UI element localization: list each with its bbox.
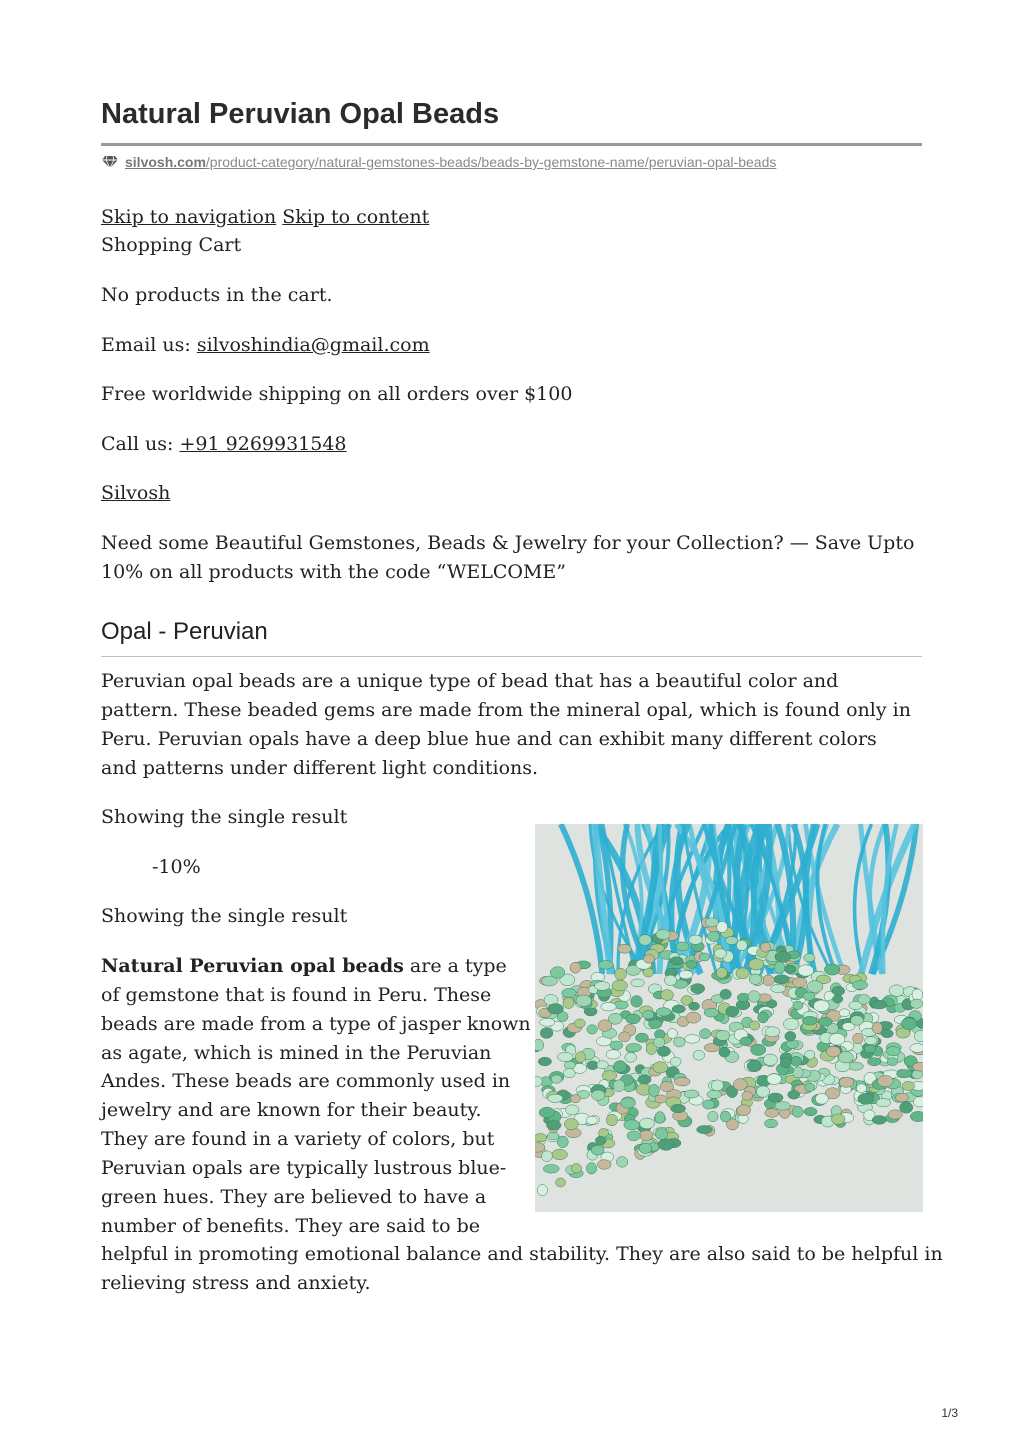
category-divider [101,656,922,657]
description-line-12: relieving stress and anxiety. [101,1272,371,1294]
result-count-secondary: Showing the single result [101,905,348,927]
result-count: Showing the single result [101,806,348,828]
description-line-6: jewelry and are known for their beauty. [101,1099,482,1121]
category-intro: Peruvian opal beads are a unique type of bead that has a beautiful color and pattern. These beaded gems are made from the mineral opal, which is found only in Peru. Peruvian opals have a deep blue hue and can exhibit many different colors and patterns under different light conditions. [101,670,911,779]
description-line-8: Peruvian opals are typically lustrous blue- [101,1157,507,1179]
email-label: Email us: [101,334,197,356]
description-line-9: green hues. They are believed to have a [101,1186,487,1208]
description-line-10: number of benefits. They are said to be [101,1215,481,1237]
description-line-11: helpful in promoting emotional balance and stability. They are also said to be helpful in [101,1243,943,1265]
title-divider [101,143,922,146]
product-image[interactable] [535,824,923,1212]
description-line-1: Natural Peruvian opal beads are a type [101,955,507,977]
shopping-cart-heading: Shopping Cart [101,234,242,256]
promo-text: Need some Beautiful Gemstones, Beads & Jewelry for your Collection? — Save Upto 10% on all products with the code “WELCOME” [101,532,915,583]
page-number: 1/3 [941,1406,958,1420]
category-heading: Opal - Peruvian [101,618,268,645]
description-line-3: beads are made from a type of jasper known [101,1013,531,1035]
description-line-2: of gemstone that is found in Peru. These [101,984,492,1006]
skip-to-content-link[interactable]: Skip to content [282,206,430,228]
opal-beads-photo [535,824,923,1212]
gem-icon [101,155,119,169]
description-line-4: as agate, which is mined in the Peruvian [101,1042,492,1064]
phone-line [101,430,347,459]
description-bold-lead: Natural Peruvian opal beads [101,955,404,977]
description-line-7: They are found in a variety of colors, but [101,1128,495,1150]
brand-link[interactable]: Silvosh [101,482,171,504]
discount-badge: -10% [152,856,201,878]
brand-line [101,479,170,508]
source-domain-link[interactable]: silvosh.com [125,154,206,170]
skip-to-navigation-link[interactable]: Skip to navigation [101,206,277,228]
source-path-link[interactable]: /product-category/natural-gemstones-beads/beads-by-gemstone-name/peruvian-opal-beads [205,154,777,170]
shipping-text: Free worldwide shipping on all orders over $100 [101,383,573,405]
cart-empty-text: No products in the cart. [101,284,333,306]
call-label: Call us: [101,433,180,455]
page-title: Natural Peruvian Opal Beads [101,98,500,130]
phone-link[interactable]: +91 9269931548 [179,433,347,455]
description-line-5: Andes. These beads are commonly used in [101,1070,511,1092]
email-link[interactable]: silvoshindia@gmail.com [196,334,430,356]
source-url [101,152,776,172]
skip-links [101,203,429,232]
email-line [101,331,430,360]
